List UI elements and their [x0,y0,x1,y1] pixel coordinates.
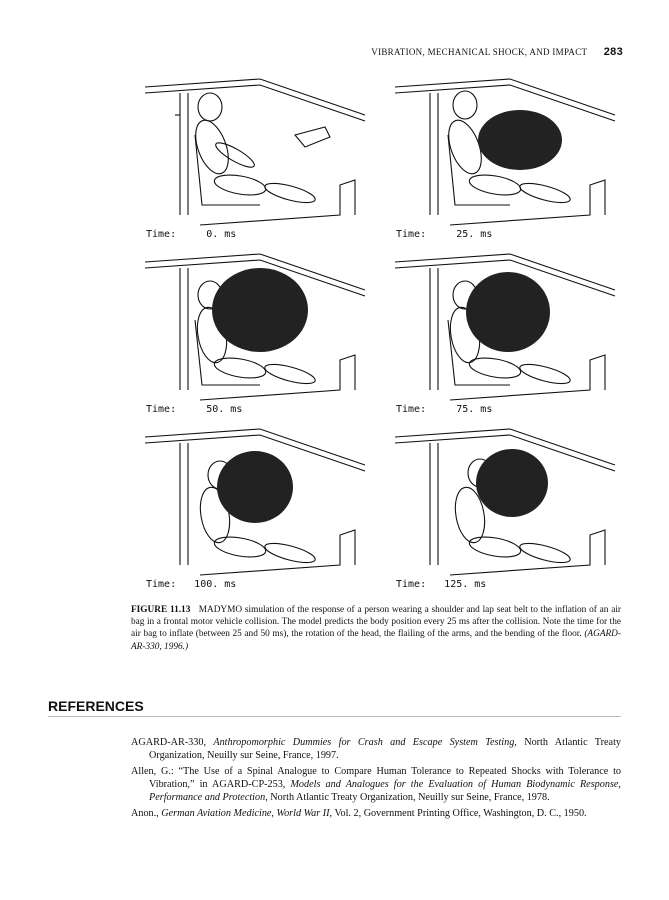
time-value: 75. ms [456,404,493,415]
airbag-shape [217,451,293,523]
airbag-shape [476,449,548,517]
caption-text: MADYMO simulation of the response of a person wearing a shoulder and lap seat belt to the inflation of an air bag in a frontal motor vehicle collision. The model predicts the body position every 25 ms after the collision. Note the time for the air bag to inflate (between 25 and 50 ms), the rotation of the head, the flailing of the arms, and the bending of the floor. [131,605,622,640]
time-label: Time: 100. ms [146,579,237,590]
reference-item: AGARD-AR-330, Anthropomorphic Dummies for Crash and Escape System Testing, North Atlantic Treaty Organization, Neuilly sur Seine, France, 1997. [131,737,621,761]
figure-panel-50ms [140,250,370,415]
figure-panel-125ms [390,425,620,590]
caption-source: (AGARD-AR-330, 1996.) [131,629,621,652]
airbag-shape [478,110,562,170]
figure-caption [131,604,621,653]
figure-label: FIGURE 11.13 [131,605,191,615]
time-label: Time: 25. ms [396,229,493,240]
crash-simulation-drawing [390,425,620,590]
airbag-shape [466,272,550,352]
time-value: 50. ms [206,404,243,415]
divider [48,716,621,717]
time-label: Time: 0. ms [146,229,237,240]
crash-simulation-drawing [140,425,370,590]
time-label: Time: 50. ms [146,404,243,415]
crash-simulation-drawing [140,75,370,240]
time-label: Time: 125. ms [396,579,487,590]
running-title: VIBRATION, MECHANICAL SHOCK, AND IMPACT [371,47,588,57]
time-label: Time: 75. ms [396,404,493,415]
time-value: 100. ms [194,579,237,590]
airbag-shape [212,268,308,352]
references-heading: REFERENCES [48,698,144,714]
figure-panel-25ms [390,75,620,240]
crash-simulation-drawing [140,250,370,415]
page-number: 283 [603,46,623,58]
figure-panel-0ms [140,75,370,240]
time-value: 125. ms [444,579,487,590]
figure-panel-75ms [390,250,620,415]
crash-simulation-drawing [390,250,620,415]
running-header [371,46,623,58]
reference-item: Allen, G.: “The Use of a Spinal Analogue to Compare Human Tolerance to Repeated Shocks with Tolerance to Vibration,” in AGARD-CP-253, Models and Analogues for the Evaluation of Human Biodynamic Response, Performance and Protection, North Atlantic Treaty Organization, Neuilly sur Seine, France, 1978. [131,766,621,803]
reference-list [131,736,621,823]
reference-item: Anon., German Aviation Medicine, World War II, Vol. 2, Government Printing Office, Washington, D. C., 1950. [131,808,587,819]
figure-panel-100ms [140,425,370,590]
time-value: 25. ms [456,229,493,240]
time-value: 0. ms [206,229,237,240]
crash-simulation-drawing [390,75,620,240]
